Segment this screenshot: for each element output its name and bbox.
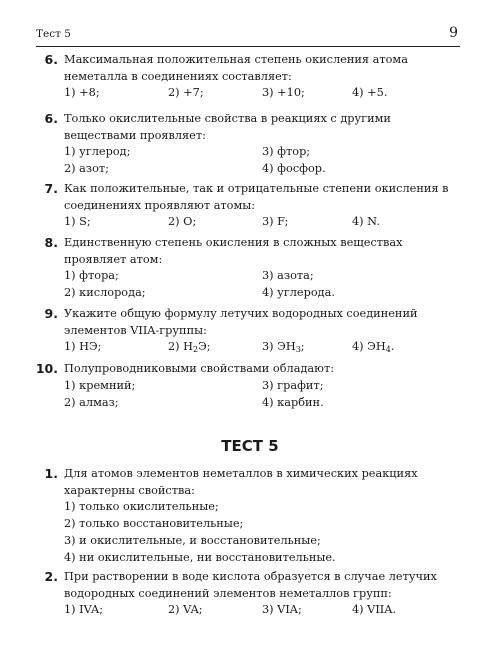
question-text: При растворении в воде кислота образуется в случае летучих водородных соединений элементов неметаллов групп: — [64, 570, 437, 600]
test-heading: ТЕСТ 5 — [221, 437, 279, 455]
option-3: 3) +10; — [262, 86, 305, 99]
option-1: 1) S; — [64, 215, 91, 228]
option-3: 3) и окислительные, и восстановительные; — [64, 534, 321, 547]
option-4: 4) фосфор. — [262, 162, 326, 175]
question-text: Для атомов элементов неметаллов в химических реакциях характерны свойства: — [64, 467, 418, 497]
option-2: 2) $H_2Э$; — [168, 340, 211, 354]
option-3: 3) VIA; — [262, 603, 302, 616]
option-2: 2) алмаз; — [64, 396, 119, 409]
option-2: 2) VA; — [168, 603, 203, 616]
question-number: 2. — [44, 569, 58, 584]
option-4: 4) карбин. — [262, 396, 324, 409]
question-text: Единственную степень окисления в сложных веществах проявляет атом: — [64, 236, 403, 266]
question-text: Только окислительные свойства в реакциях с другими веществами проявляет: — [64, 112, 391, 142]
option-4: 4) $ЭH_4$. — [352, 340, 395, 354]
option-4: 4) ни окислительные, ни восстановительные. — [64, 551, 336, 564]
option-1: 1) кремний; — [64, 379, 136, 392]
option-1: 1) фтора; — [64, 269, 119, 282]
option-1: 1) +8; — [64, 86, 100, 99]
question-text: Как положительные, так и отрицательные степени окисления в соединениях проявляют атомы: — [64, 182, 449, 212]
option-1: 1) IVA; — [64, 603, 104, 616]
question-number: 8. — [44, 235, 58, 250]
option-1: 1) HЭ; — [64, 340, 102, 353]
option-3: 3) графит; — [262, 379, 324, 392]
question-number: 9. — [44, 306, 58, 321]
option-1: 1) только окислительные; — [64, 500, 219, 513]
question-text: Укажите общую формулу летучих водородных соединений элементов VIIA-группы: — [64, 307, 418, 337]
question-text: Полупроводниковыми свойствами обладают: — [64, 362, 335, 375]
option-3: 3) F; — [262, 215, 289, 228]
question-number: 6. — [44, 52, 58, 67]
option-3: 3) $ЭH_3$; — [262, 340, 305, 354]
option-2: 2) O; — [168, 215, 197, 228]
header-rule — [36, 46, 460, 47]
question-number: 6. — [44, 111, 58, 126]
option-1: 1) углерод; — [64, 145, 131, 158]
question-text: Максимальная положительная степень окисления атома неметалла в соединениях составляет: — [64, 53, 408, 83]
question-number: 1. — [44, 466, 58, 481]
option-4: 4) углерода. — [262, 286, 335, 299]
page-number: 9 — [449, 25, 458, 41]
option-3: 3) фтор; — [262, 145, 311, 158]
option-4: 4) +5. — [352, 86, 388, 99]
option-2: 2) азот; — [64, 162, 109, 175]
question-number: 7. — [44, 181, 58, 196]
running-header: Тест 5 — [36, 28, 71, 40]
option-2: 2) только восстановительные; — [64, 517, 244, 530]
option-3: 3) азота; — [262, 269, 314, 282]
question-number: 10. — [35, 361, 58, 376]
option-4: 4) VIIA. — [352, 603, 397, 616]
option-4: 4) N. — [352, 215, 380, 228]
option-2: 2) кислорода; — [64, 286, 146, 299]
option-2: 2) +7; — [168, 86, 204, 99]
